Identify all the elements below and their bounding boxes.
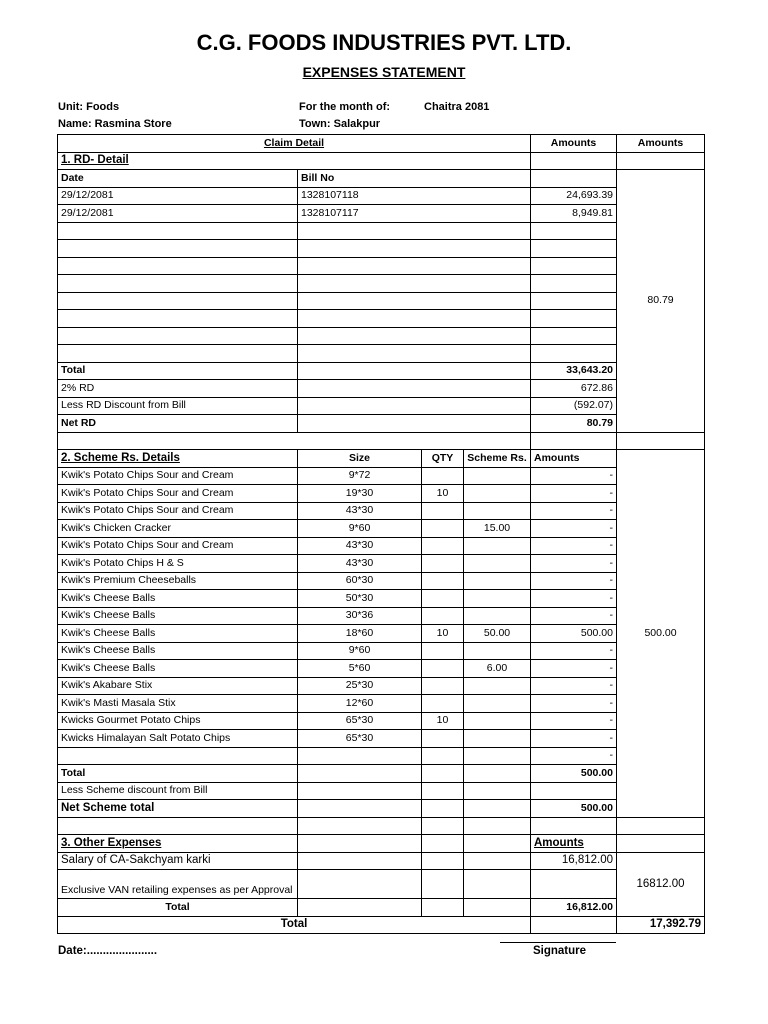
scheme-item: Kwik's Premium Cheeseballs xyxy=(58,572,298,590)
scheme-qty: 10 xyxy=(422,712,464,730)
scheme-amount: - xyxy=(531,537,617,555)
scheme-item: Kwik's Cheese Balls xyxy=(58,607,298,625)
rd-net-label: Net RD xyxy=(58,415,298,433)
amounts-header: Amounts xyxy=(531,135,617,153)
scheme-side-amount: 500.00 xyxy=(617,450,705,818)
scheme-row xyxy=(58,467,705,485)
other-van-row xyxy=(58,870,705,899)
scheme-rs xyxy=(464,677,531,695)
scheme-amount: - xyxy=(531,590,617,608)
rd-empty-row xyxy=(58,257,705,275)
table-cell xyxy=(531,782,617,800)
scheme-qty xyxy=(422,607,464,625)
rd-total-row xyxy=(58,362,705,380)
scheme-item: Kwik's Masti Masala Stix xyxy=(58,695,298,713)
scheme-qty xyxy=(422,642,464,660)
rd-total-label: Total xyxy=(58,362,298,380)
scheme-amount: - xyxy=(531,502,617,520)
table-cell xyxy=(422,899,464,917)
table-cell xyxy=(298,852,422,870)
table-cell xyxy=(298,292,531,310)
table-cell xyxy=(531,222,617,240)
scheme-row xyxy=(58,607,705,625)
scheme-total-value: 500.00 xyxy=(531,765,617,783)
table-cell xyxy=(422,852,464,870)
table-cell xyxy=(617,432,705,450)
scheme-size: 30*36 xyxy=(298,607,422,625)
rd-empty-row xyxy=(58,240,705,258)
signature-line xyxy=(500,942,616,943)
scheme-size: 43*30 xyxy=(298,502,422,520)
table-cell xyxy=(531,240,617,258)
scheme-rs xyxy=(464,555,531,573)
scheme-row xyxy=(58,572,705,590)
scheme-rs xyxy=(464,712,531,730)
scheme-heading: 2. Scheme Rs. Details xyxy=(58,450,298,468)
scheme-row xyxy=(58,712,705,730)
scheme-size: 60*30 xyxy=(298,572,422,590)
scheme-size: 5*60 xyxy=(298,660,422,678)
scheme-amount: - xyxy=(531,485,617,503)
table-cell xyxy=(422,835,464,853)
other-total-row xyxy=(58,899,705,917)
scheme-size: 18*60 xyxy=(298,625,422,643)
rd-row xyxy=(58,187,705,205)
table-cell xyxy=(58,327,298,345)
table-cell xyxy=(298,765,422,783)
scheme-amount: - xyxy=(531,572,617,590)
other-salary-row xyxy=(58,852,705,870)
table-cell xyxy=(422,800,464,818)
rd-pct-row xyxy=(58,380,705,398)
scheme-rs xyxy=(464,590,531,608)
scheme-amount: - xyxy=(531,747,617,765)
scheme-qty xyxy=(422,467,464,485)
scheme-amount: 500.00 xyxy=(531,625,617,643)
scheme-row xyxy=(58,555,705,573)
table-cell xyxy=(464,782,531,800)
scheme-size: 12*60 xyxy=(298,695,422,713)
table-cell xyxy=(422,817,464,835)
scheme-amount: - xyxy=(531,467,617,485)
scheme-col-rs: Scheme Rs. xyxy=(464,450,531,468)
scheme-rs xyxy=(464,502,531,520)
scheme-item: Kwik's Cheese Balls xyxy=(58,642,298,660)
table-cell xyxy=(298,415,531,433)
scheme-qty xyxy=(422,660,464,678)
rd-date: 29/12/2081 xyxy=(58,187,298,205)
scheme-size: 43*30 xyxy=(298,537,422,555)
table-cell xyxy=(298,240,531,258)
scheme-qty xyxy=(422,520,464,538)
scheme-amount: - xyxy=(531,695,617,713)
other-heading: 3. Other Expenses xyxy=(58,835,298,853)
table-cell xyxy=(298,899,422,917)
table-cell xyxy=(298,257,531,275)
scheme-size: 19*30 xyxy=(298,485,422,503)
other-salary-value: 16,812.00 xyxy=(531,852,617,870)
rd-net-value: 80.79 xyxy=(531,415,617,433)
other-total-value: 16,812.00 xyxy=(531,899,617,917)
scheme-amount: - xyxy=(531,730,617,748)
scheme-less-row xyxy=(58,782,705,800)
table-cell xyxy=(298,362,531,380)
month-label: For the month of: xyxy=(299,101,391,113)
rd-bill-no: 1328107117 xyxy=(298,205,531,223)
scheme-total-label: Total xyxy=(58,765,298,783)
rd-empty-row xyxy=(58,345,705,363)
scheme-amount: - xyxy=(531,520,617,538)
rd-less-label: Less RD Discount from Bill xyxy=(58,397,298,415)
scheme-rs xyxy=(464,642,531,660)
rd-total-value: 33,643.20 xyxy=(531,362,617,380)
rd-empty-row xyxy=(58,327,705,345)
table-cell xyxy=(617,817,705,835)
scheme-amount: - xyxy=(531,642,617,660)
scheme-net-row xyxy=(58,800,705,818)
table-cell xyxy=(531,916,617,934)
scheme-rs xyxy=(464,747,531,765)
scheme-row xyxy=(58,502,705,520)
table-cell xyxy=(531,345,617,363)
other-side-amount: 16812.00 xyxy=(617,852,705,916)
scheme-row xyxy=(58,660,705,678)
unit-label: Unit: Foods xyxy=(58,101,120,113)
scheme-qty: 10 xyxy=(422,625,464,643)
table-cell xyxy=(298,782,422,800)
scheme-item: Kwik's Potato Chips Sour and Cream xyxy=(58,502,298,520)
company-name: C.G. FOODS INDUSTRIES PVT. LTD. xyxy=(196,30,572,55)
spacer-row xyxy=(58,432,705,450)
scheme-col-size: Size xyxy=(298,450,422,468)
table-cell xyxy=(58,345,298,363)
table-cell xyxy=(422,782,464,800)
rd-col-bill: Bill No xyxy=(298,170,531,188)
footer-date: Date:...................... xyxy=(58,945,158,957)
scheme-rs xyxy=(464,607,531,625)
scheme-item: Kwik's Potato Chips Sour and Cream xyxy=(58,467,298,485)
scheme-amount: - xyxy=(531,555,617,573)
scheme-row xyxy=(58,520,705,538)
grand-total-label: Total xyxy=(58,916,531,934)
scheme-qty xyxy=(422,555,464,573)
scheme-size: 65*30 xyxy=(298,730,422,748)
other-van-label: Exclusive VAN retailing expenses as per Approval xyxy=(58,870,298,899)
scheme-amount: - xyxy=(531,660,617,678)
scheme-qty xyxy=(422,747,464,765)
spacer-row xyxy=(58,817,705,835)
scheme-size: 9*72 xyxy=(298,467,422,485)
scheme-rs: 50.00 xyxy=(464,625,531,643)
scheme-qty xyxy=(422,590,464,608)
scheme-row xyxy=(58,695,705,713)
rd-less-row xyxy=(58,397,705,415)
scheme-rs xyxy=(464,695,531,713)
table-cell xyxy=(58,240,298,258)
table-cell xyxy=(58,432,531,450)
table-cell xyxy=(298,345,531,363)
scheme-size: 9*60 xyxy=(298,642,422,660)
table-cell xyxy=(58,275,298,293)
scheme-size xyxy=(298,747,422,765)
scheme-rs xyxy=(464,467,531,485)
table-cell xyxy=(464,800,531,818)
scheme-rs xyxy=(464,572,531,590)
statement-title: EXPENSES STATEMENT xyxy=(302,64,466,80)
table-cell xyxy=(531,152,617,170)
grand-total-row xyxy=(58,916,705,934)
scheme-item xyxy=(58,747,298,765)
rd-bill-no: 1328107118 xyxy=(298,187,531,205)
scheme-item: Kwik's Potato Chips Sour and Cream xyxy=(58,485,298,503)
rd-net-row xyxy=(58,415,705,433)
scheme-amount: - xyxy=(531,712,617,730)
scheme-col-qty: QTY xyxy=(422,450,464,468)
table-cell xyxy=(617,835,705,853)
scheme-rs xyxy=(464,730,531,748)
town-label: Town: Salakpur xyxy=(299,118,381,130)
rd-empty-row xyxy=(58,292,705,310)
table-cell xyxy=(58,292,298,310)
scheme-size: 9*60 xyxy=(298,520,422,538)
scheme-qty xyxy=(422,502,464,520)
table-cell xyxy=(464,765,531,783)
scheme-amount: - xyxy=(531,607,617,625)
scheme-net-label: Net Scheme total xyxy=(58,800,298,818)
other-col-amounts: Amounts xyxy=(531,835,617,853)
scheme-size: 50*30 xyxy=(298,590,422,608)
rd-empty-row xyxy=(58,310,705,328)
scheme-item: Kwik's Cheese Balls xyxy=(58,590,298,608)
scheme-amount: - xyxy=(531,677,617,695)
table-cell xyxy=(298,397,531,415)
rd-empty-row xyxy=(58,222,705,240)
other-salary-label: Salary of CA-Sakchyam karki xyxy=(58,852,298,870)
table-cell xyxy=(464,870,531,899)
table-cell xyxy=(58,310,298,328)
scheme-row xyxy=(58,747,705,765)
rd-date: 29/12/2081 xyxy=(58,205,298,223)
scheme-col-amounts: Amounts xyxy=(531,450,617,468)
scheme-item: Kwik's Potato Chips H & S xyxy=(58,555,298,573)
table-cell xyxy=(464,817,531,835)
scheme-row xyxy=(58,590,705,608)
other-total-label: Total xyxy=(58,899,298,917)
scheme-row xyxy=(58,485,705,503)
rd-less-value: (592.07) xyxy=(531,397,617,415)
rd-empty-row xyxy=(58,275,705,293)
table-cell xyxy=(464,835,531,853)
scheme-row xyxy=(58,537,705,555)
table-cell xyxy=(531,817,617,835)
table-cell xyxy=(298,800,422,818)
scheme-qty: 10 xyxy=(422,485,464,503)
table-cell xyxy=(531,275,617,293)
scheme-item: Kwik's Cheese Balls xyxy=(58,625,298,643)
scheme-row xyxy=(58,677,705,695)
rd-col-date: Date xyxy=(58,170,298,188)
table-cell xyxy=(464,852,531,870)
rd-column-row xyxy=(58,170,705,188)
table-cell xyxy=(422,765,464,783)
table-cell xyxy=(531,310,617,328)
table-cell xyxy=(58,257,298,275)
scheme-size: 65*30 xyxy=(298,712,422,730)
rd-heading-row xyxy=(58,152,705,170)
scheme-size: 25*30 xyxy=(298,677,422,695)
scheme-total-row xyxy=(58,765,705,783)
grand-total-value: 17,392.79 xyxy=(617,916,705,934)
scheme-row xyxy=(58,642,705,660)
scheme-qty xyxy=(422,730,464,748)
table-cell xyxy=(298,870,422,899)
scheme-item: Kwik's Cheese Balls xyxy=(58,660,298,678)
scheme-item: Kwicks Gourmet Potato Chips xyxy=(58,712,298,730)
amounts-side-header: Amounts xyxy=(617,135,705,153)
scheme-item: Kwik's Potato Chips Sour and Cream xyxy=(58,537,298,555)
scheme-net-value: 500.00 xyxy=(531,800,617,818)
rd-side-amount: 80.79 xyxy=(617,170,705,433)
rd-heading: 1. RD- Detail xyxy=(58,152,531,170)
table-cell xyxy=(58,817,298,835)
expenses-table xyxy=(57,134,705,934)
other-heading-row xyxy=(58,835,705,853)
scheme-item: Kwicks Himalayan Salt Potato Chips xyxy=(58,730,298,748)
table-cell xyxy=(531,327,617,345)
table-cell xyxy=(422,870,464,899)
rd-pct-label: 2% RD xyxy=(58,380,298,398)
table-cell xyxy=(298,380,531,398)
rd-pct-value: 672.86 xyxy=(531,380,617,398)
table-header-row xyxy=(58,135,705,153)
table-cell xyxy=(617,152,705,170)
table-cell xyxy=(298,275,531,293)
table-cell xyxy=(298,327,531,345)
scheme-rs: 6.00 xyxy=(464,660,531,678)
month-value: Chaitra 2081 xyxy=(424,101,490,113)
store-name: Name: Rasmina Store xyxy=(58,118,172,130)
table-cell xyxy=(464,899,531,917)
table-cell xyxy=(531,292,617,310)
scheme-less-label: Less Scheme discount from Bill xyxy=(58,782,298,800)
scheme-qty xyxy=(422,677,464,695)
table-cell xyxy=(298,222,531,240)
scheme-row xyxy=(58,625,705,643)
rd-amount: 24,693.39 xyxy=(531,187,617,205)
table-cell xyxy=(531,170,617,188)
table-cell xyxy=(298,310,531,328)
table-cell xyxy=(531,432,617,450)
scheme-size: 43*30 xyxy=(298,555,422,573)
rd-row xyxy=(58,205,705,223)
claim-detail-header: Claim Detail xyxy=(58,135,531,153)
scheme-rs: 15.00 xyxy=(464,520,531,538)
scheme-heading-row xyxy=(58,450,705,468)
table-cell xyxy=(298,835,422,853)
scheme-qty xyxy=(422,572,464,590)
scheme-qty xyxy=(422,537,464,555)
scheme-row xyxy=(58,730,705,748)
scheme-item: Kwik's Chicken Cracker xyxy=(58,520,298,538)
footer-signature: Signature xyxy=(533,945,587,957)
scheme-rs xyxy=(464,485,531,503)
table-cell xyxy=(531,870,617,899)
expenses-table-body xyxy=(58,135,705,934)
scheme-qty xyxy=(422,695,464,713)
scheme-rs xyxy=(464,537,531,555)
table-cell xyxy=(58,222,298,240)
table-cell xyxy=(531,257,617,275)
table-cell xyxy=(298,817,422,835)
scheme-item: Kwik's Akabare Stix xyxy=(58,677,298,695)
rd-amount: 8,949.81 xyxy=(531,205,617,223)
